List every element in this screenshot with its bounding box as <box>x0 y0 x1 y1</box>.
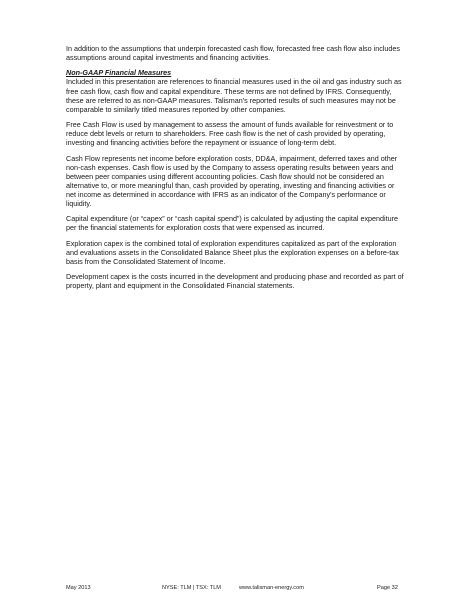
page-body <box>66 44 406 296</box>
footer-ticker: NYSE: TLM | TSX: TLM <box>162 585 221 591</box>
paragraph-free-cash-flow: Free Cash Flow is used by management to assess the amount of funds available for reinvestment or to reduce debt levels or return to shareholders. Free cash flow is the net of cash provided by operating, investing and financing activities before the repayment or issuance of long-term debt. <box>66 120 394 148</box>
paragraph-capital-expenditure: Capital expenditure (or “capex” or “cash capital spend”) is calculated by adjusting the capital expenditure per the financial statements for exploration costs that were expensed as incurred. <box>66 214 399 233</box>
paragraph-development-capex: Development capex is the costs incurred in the development and producing phase and recorded as part of property, plant and equipment in the Consolidated Financial statements. <box>66 272 404 291</box>
footer-date: May 2013 <box>66 585 91 591</box>
paragraph-exploration-capex: Exploration capex is the combined total of exploration expenditures capitalized as part of the exploration and evaluations assets in the Consolidated Balance Sheet plus the exploration expenses on a before-tax basis from the Consolidated Statement of Income. <box>66 238 399 266</box>
footer-page-number: Page 32 <box>377 585 398 591</box>
footer-website: www.talisman-energy.com <box>239 585 304 591</box>
page-footer <box>0 583 464 593</box>
paragraph-non-gaap-intro: Included in this presentation are references to financial measures used in the oil and gas industry such as free cash flow, cash flow and capital expenditure. These terms are not defined by IFRS. Consequently, these are referred to as non-GAAP measures. Talisman's reported results of such measures may not be comparable to similarly titled measures reported by other companies. <box>66 77 402 114</box>
intro-paragraph: In addition to the assumptions that underpin forecasted cash flow, forecasted free cash flow also includes assumptions around capital investments and financing activities. <box>66 44 401 63</box>
paragraph-cash-flow: Cash Flow represents net income before exploration costs, DD&A, impairment, deferred taxes and other non-cash expenses. Cash flow is used by the Company to assess operating results between years and between peer companies using different accounting policies. Cash flow should not be considered an alternative to, or more meaningful than, cash provided by operating, investing and financing activities or net income as determined in accordance with IFRS as an indicator of the Company's performance or liquidity. <box>66 153 398 208</box>
section-heading: Non-GAAP Financial Measures <box>66 68 172 78</box>
